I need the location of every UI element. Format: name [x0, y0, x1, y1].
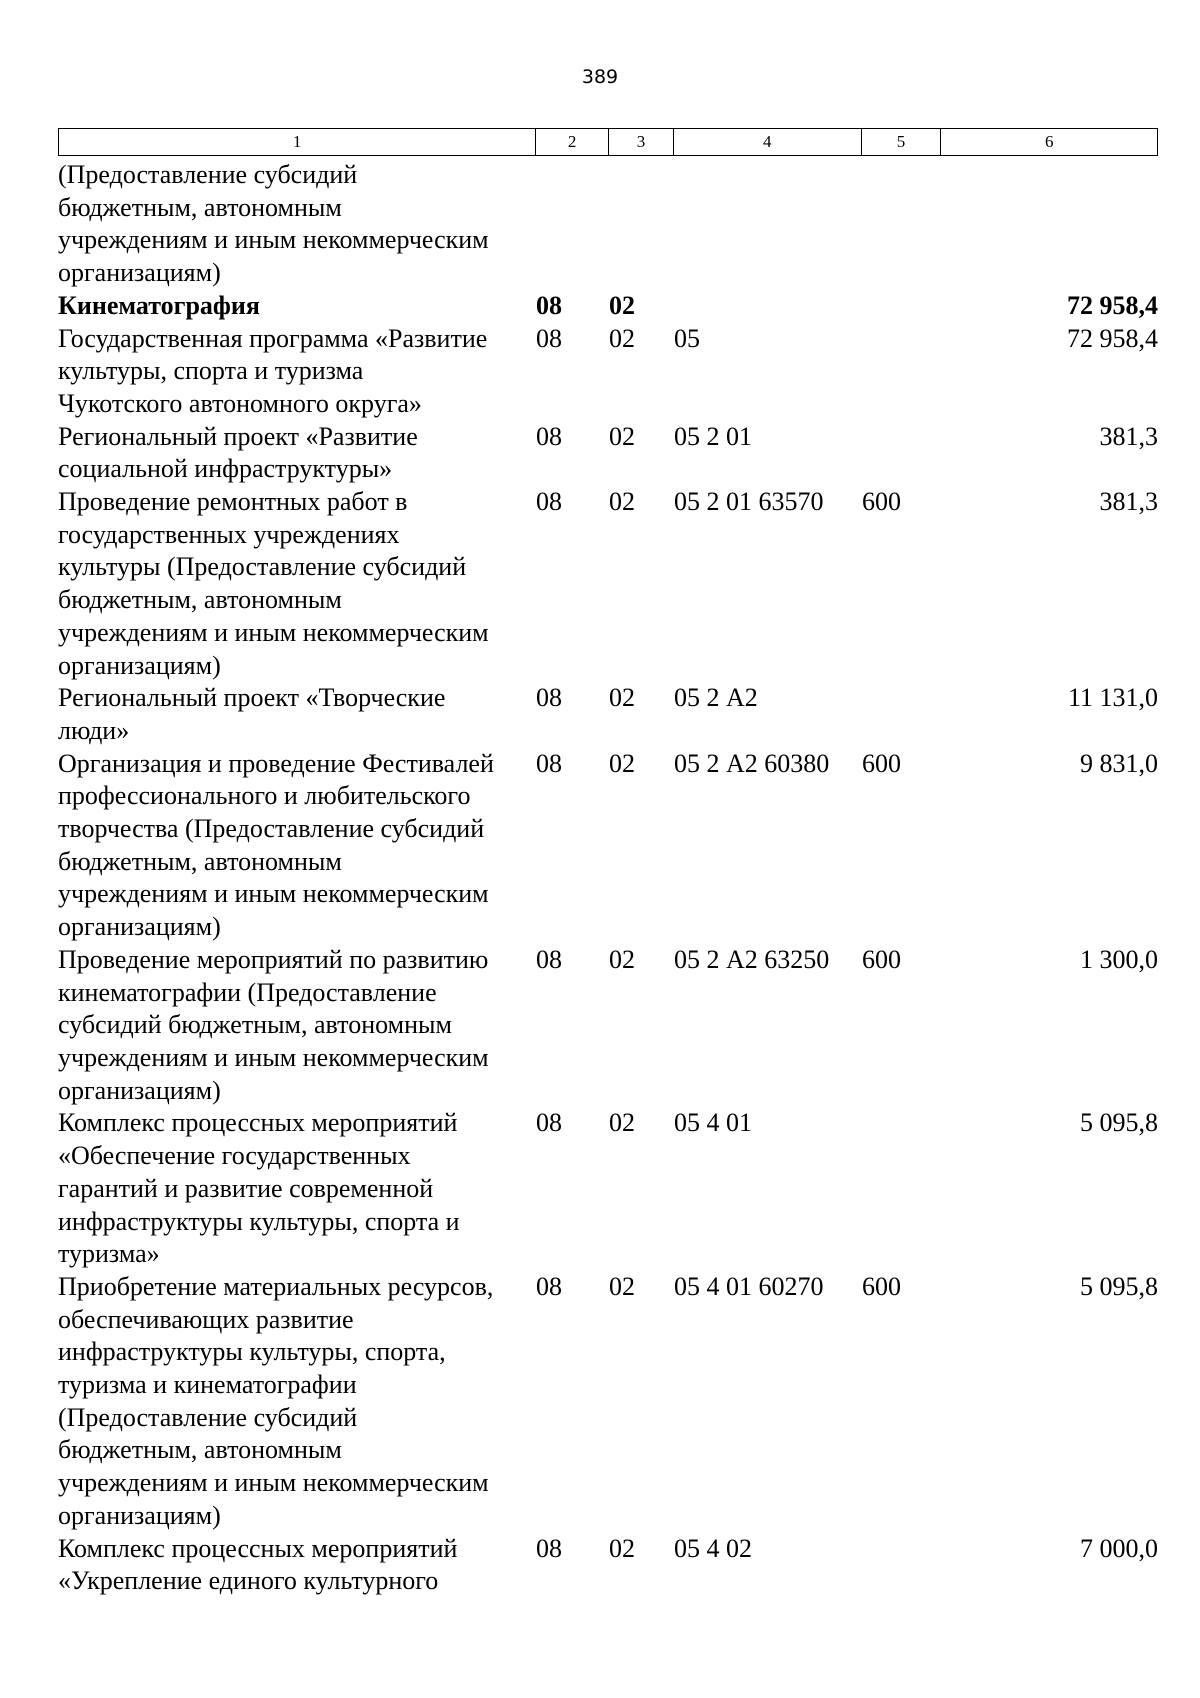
row-target-code: 05 2 01 63570 [674, 487, 824, 517]
row-target-code: 05 4 02 [674, 1533, 752, 1563]
table-header [58, 128, 1158, 156]
row-name: Проведение мероприятий по развитию кинематографии (Предоставление субсидий бюджетным, автономным учреждениям и иным некоммерческим организациям) [58, 944, 489, 1105]
row-target-code: 05 2 А2 60380 [674, 748, 830, 778]
row-name: Кинематография [58, 290, 260, 320]
table-row [58, 421, 1158, 486]
header-col-2: 2 [536, 129, 609, 155]
header-col-1: 1 [59, 129, 536, 155]
row-amount: 381,3 [1099, 487, 1158, 517]
row-section: 08 [536, 683, 562, 713]
header-col-3: 3 [609, 129, 674, 155]
row-expense-type: 600 [862, 944, 901, 974]
row-section: 08 [536, 323, 562, 353]
table-row [58, 486, 1158, 682]
table-row [58, 323, 1158, 421]
row-amount: 5 095,8 [1080, 1108, 1158, 1138]
row-expense-type: 600 [862, 1271, 901, 1301]
row-section: 08 [536, 1108, 562, 1138]
header-col-6: 6 [1044, 132, 1054, 151]
row-target-code: 05 2 01 [674, 421, 752, 451]
row-amount: 9 831,0 [1080, 748, 1158, 778]
row-subsection: 02 [609, 290, 635, 320]
row-section: 08 [536, 290, 562, 320]
row-section: 08 [536, 1271, 562, 1301]
table-row [58, 1533, 1158, 1598]
row-amount: 72 958,4 [1067, 290, 1158, 320]
row-amount: 72 958,4 [1067, 323, 1158, 353]
table-row [58, 682, 1158, 747]
row-section: 08 [536, 748, 562, 778]
page-number: 389 [581, 66, 619, 88]
table-row [58, 1107, 1158, 1271]
row-target-code: 05 [674, 323, 700, 353]
row-subsection: 02 [609, 944, 635, 974]
row-name: Региональный проект «Творческие люди» [58, 683, 446, 745]
row-expense-type: 600 [862, 487, 901, 517]
row-subsection: 02 [609, 323, 635, 353]
table-body [58, 159, 1158, 1598]
row-amount: 5 095,8 [1080, 1271, 1158, 1301]
row-target-code: 05 2 А2 63250 [674, 944, 830, 974]
table-row [58, 944, 1158, 1108]
row-subsection: 02 [609, 1271, 635, 1301]
row-name: Комплекс процессных мероприятий «Обеспечение государственных гарантий и развитие современной инфраструктуры культуры, спорта и туризма» [58, 1108, 460, 1269]
row-section: 08 [536, 944, 562, 974]
row-subsection: 02 [609, 748, 635, 778]
row-target-code: 05 2 А2 [674, 683, 758, 713]
row-subsection: 02 [609, 1108, 635, 1138]
row-name: Проведение ремонтных работ в государственных учреждениях культуры (Предоставление субсидий бюджетным, автономным учреждениям и иным некоммерческим организациям) [58, 487, 489, 680]
row-name: Региональный проект «Развитие социальной инфраструктуры» [58, 421, 418, 484]
row-amount: 1 300,0 [1080, 944, 1158, 974]
row-target-code: 05 4 01 [674, 1108, 752, 1138]
row-name: Приобретение материальных ресурсов, обеспечивающих развитие инфраструктуры культуры, спорта, туризма и кинематографии (Предоставление субсидий бюджетным, автономным учреждениям и иным некоммерческим организациям) [58, 1271, 494, 1530]
row-name: Организация и проведение Фестивалей профессионального и любительского творчества (Предоставление субсидий бюджетным, автономным учреждениям и иным некоммерческим организациям) [58, 748, 494, 942]
table-row [58, 159, 1158, 290]
row-subsection: 02 [609, 487, 635, 517]
row-amount: 381,3 [1099, 421, 1158, 451]
row-amount: 7 000,0 [1080, 1533, 1158, 1563]
row-target-code: 05 4 01 60270 [674, 1271, 824, 1301]
row-section: 08 [536, 421, 562, 451]
header-col-5: 5 [862, 129, 942, 155]
table-row [58, 748, 1158, 944]
row-name: Государственная программа «Развитие культуры, спорта и туризма Чукотского автономного округа» [58, 323, 488, 418]
header-col-4: 4 [674, 129, 862, 155]
row-expense-type: 600 [862, 748, 901, 778]
row-section: 08 [536, 1533, 562, 1563]
row-subsection: 02 [609, 683, 635, 713]
row-name: Комплекс процессных мероприятий «Укрепление единого культурного [58, 1533, 458, 1596]
row-amount: 11 131,0 [1067, 683, 1158, 713]
table-row [58, 290, 1158, 323]
row-name: (Предоставление субсидий бюджетным, автономным учреждениям и иным некоммерческим организациям) [58, 160, 489, 288]
row-subsection: 02 [609, 1533, 635, 1563]
row-subsection: 02 [609, 421, 635, 451]
table-row [58, 1271, 1158, 1533]
row-section: 08 [536, 487, 562, 517]
